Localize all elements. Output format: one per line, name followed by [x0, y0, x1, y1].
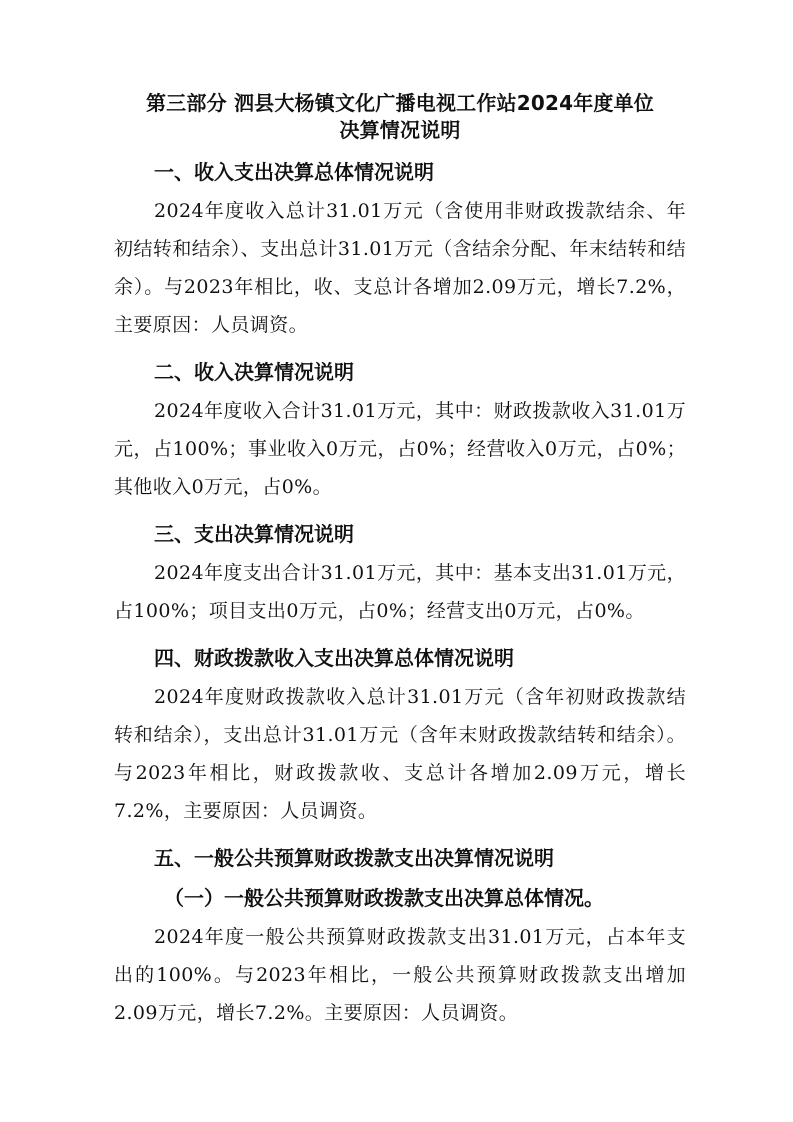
- section-5-paragraph: 2024年度一般公共预算财政拨款支出31.01万元，占本年支出的100%。与2023年相比，一般公共预算财政拨款支出增加2.09万元，增长7.2%。主要原因：人员调资。: [114, 926, 686, 1024]
- section-3-heading: 三、支出决算情况说明: [154, 522, 354, 546]
- section-1-paragraph: 2024年度收入总计31.01万元（含使用非财政拨款结余、年初结转和结余）、支出总计31.01万元（含结余分配、年末结转和结余）。与2023年相比，收、支总计各增加2.09万元，增长7.2%，主要原因：人员调资。: [114, 200, 686, 336]
- title-line-1: 第三部分 泗县大杨镇文化广播电视工作站2024年度单位: [145, 91, 655, 115]
- document-page: [114, 90, 686, 1032]
- title-line-2: 决算情况说明: [339, 118, 461, 142]
- section-4-heading: 四、财政拨款收入支出决算总体情况说明: [154, 646, 514, 670]
- document-title: [114, 90, 686, 144]
- section-4-paragraph: 2024年度财政拨款收入总计31.01万元（含年初财政拨款结转和结余），支出总计31.01万元（含年末财政拨款结转和结余）。与2023年相比，财政拨款收、支总计各增加2.09万元，增长7.2%，主要原因：人员调资。: [114, 686, 686, 822]
- section-5-subheading: （一）一般公共预算财政拨款支出决算总体情况。: [164, 886, 604, 910]
- section-2-heading: 二、收入决算情况说明: [154, 360, 354, 384]
- section-2-paragraph: 2024年度收入合计31.01万元，其中：财政拨款收入31.01万元，占100%；事业收入0万元，占0%；经营收入0万元，占0%；其他收入0万元，占0%。: [114, 400, 686, 498]
- section-1-heading: 一、收入支出决算总体情况说明: [154, 160, 434, 184]
- section-3-paragraph: 2024年度支出合计31.01万元，其中：基本支出31.01万元，占100%；项目支出0万元，占0%；经营支出0万元，占0%。: [114, 562, 686, 622]
- section-5-heading: 五、一般公共预算财政拨款支出决算情况说明: [154, 846, 554, 870]
